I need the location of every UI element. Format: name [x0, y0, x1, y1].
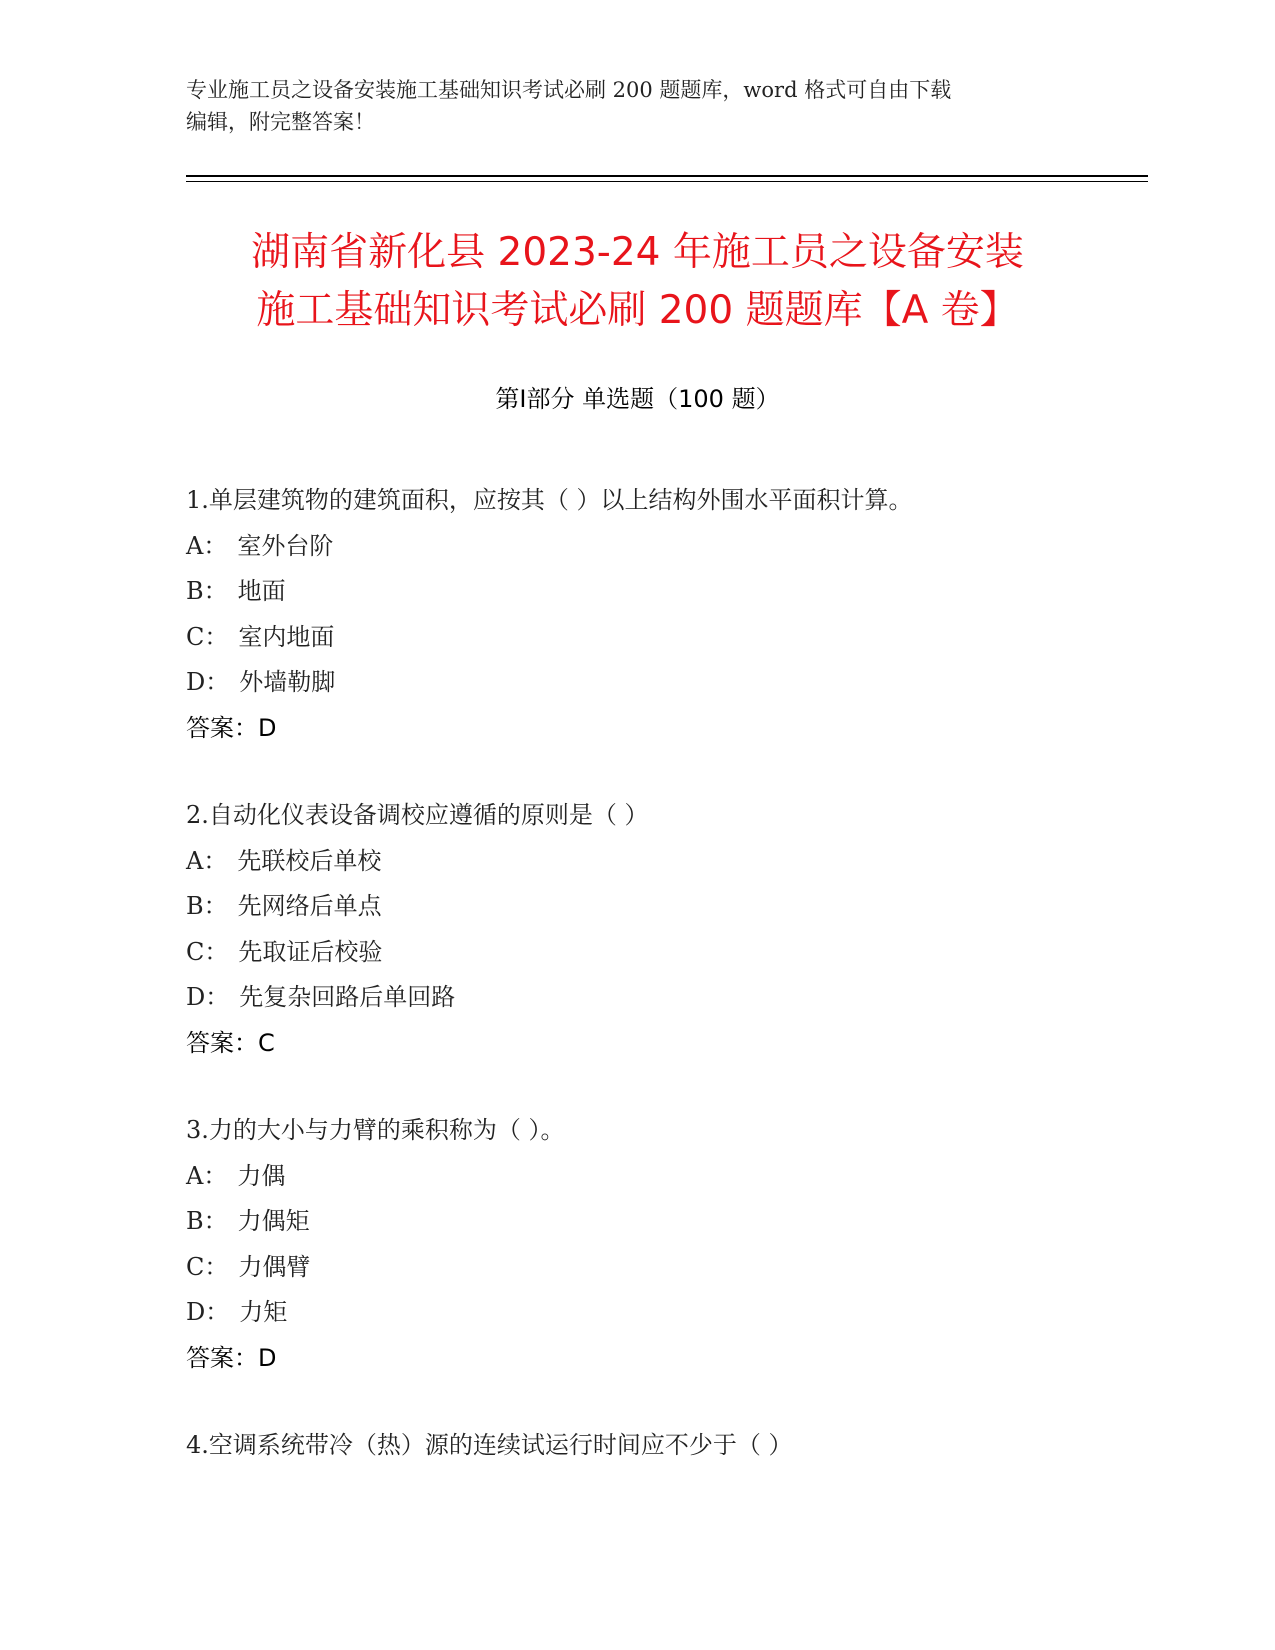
option-d: [186, 1290, 1106, 1336]
document-title-line-1: 湖南省新化县 2023-24 年施工员之设备安装: [251, 230, 1024, 275]
option-text: 先网络后单点: [237, 892, 382, 920]
answer: 答案：D: [186, 713, 277, 742]
answer: 答案：D: [186, 1343, 277, 1372]
question-stem: 3.力的大小与力臂的乘积称为（ ）。: [186, 1116, 565, 1144]
option-text: 先取证后校验: [238, 937, 383, 966]
question-stem: 2.自动化仪表设备调校应遵循的原则是（ ）: [186, 801, 649, 829]
option-key: A：: [186, 1161, 228, 1190]
option-key: C：: [186, 937, 229, 966]
option-d: [186, 975, 1106, 1021]
option-c: [186, 1245, 1106, 1291]
option-b: [186, 1199, 1106, 1245]
question-4: [186, 1423, 1106, 1469]
header-note: [186, 74, 1086, 138]
option-b: [186, 569, 1106, 615]
document-title: [150, 224, 1125, 340]
option-text: 先复杂回路后单回路: [239, 983, 456, 1011]
option-text: 室外台阶: [237, 531, 334, 560]
header-divider-thin: [186, 181, 1148, 182]
document-title-line-2: 施工基础知识考试必刷 200 题题库【A 卷】: [256, 288, 1019, 333]
question-stem: 1.单层建筑物的建筑面积，应按其（ ）以上结构外围水平面积计算。: [186, 486, 913, 514]
option-key: B：: [186, 577, 228, 605]
option-key: A：: [186, 846, 228, 875]
option-text: 外墙勒脚: [239, 668, 336, 696]
option-a: [186, 1154, 1106, 1200]
section-title: 第Ⅰ部分 单选题（100 题）: [495, 385, 780, 413]
question-stem: 4.空调系统带冷（热）源的连续试运行时间应不少于（ ）: [186, 1431, 793, 1459]
option-key: C：: [186, 1252, 229, 1281]
option-d: [186, 660, 1106, 706]
question-list: [186, 478, 1106, 1511]
option-a: [186, 839, 1106, 885]
header-note-line-2: 编辑，附完整答案！: [186, 110, 375, 134]
option-b: [186, 884, 1106, 930]
header-note-line-1: 专业施工员之设备安装施工基础知识考试必刷 200 题题库，word 格式可自由下载: [186, 78, 952, 102]
answer: 答案：C: [186, 1028, 275, 1057]
option-key: D：: [186, 1298, 230, 1326]
option-text: 先联校后单校: [237, 846, 382, 875]
option-c: [186, 615, 1106, 661]
option-text: 地面: [237, 577, 286, 605]
option-a: [186, 524, 1106, 570]
question-2: [186, 793, 1106, 1066]
option-key: B：: [186, 892, 228, 920]
option-c: [186, 930, 1106, 976]
option-text: 力矩: [239, 1298, 288, 1326]
option-key: D：: [186, 983, 230, 1011]
option-text: 力偶矩: [237, 1207, 310, 1235]
option-text: 力偶: [237, 1161, 286, 1190]
option-text: 力偶臂: [238, 1252, 311, 1281]
option-key: C：: [186, 622, 229, 651]
question-1: [186, 478, 1106, 751]
option-text: 室内地面: [238, 622, 335, 651]
option-key: B：: [186, 1207, 228, 1235]
option-key: D：: [186, 668, 230, 696]
option-key: A：: [186, 531, 228, 560]
header-divider-thick: [186, 175, 1148, 177]
question-3: [186, 1108, 1106, 1381]
